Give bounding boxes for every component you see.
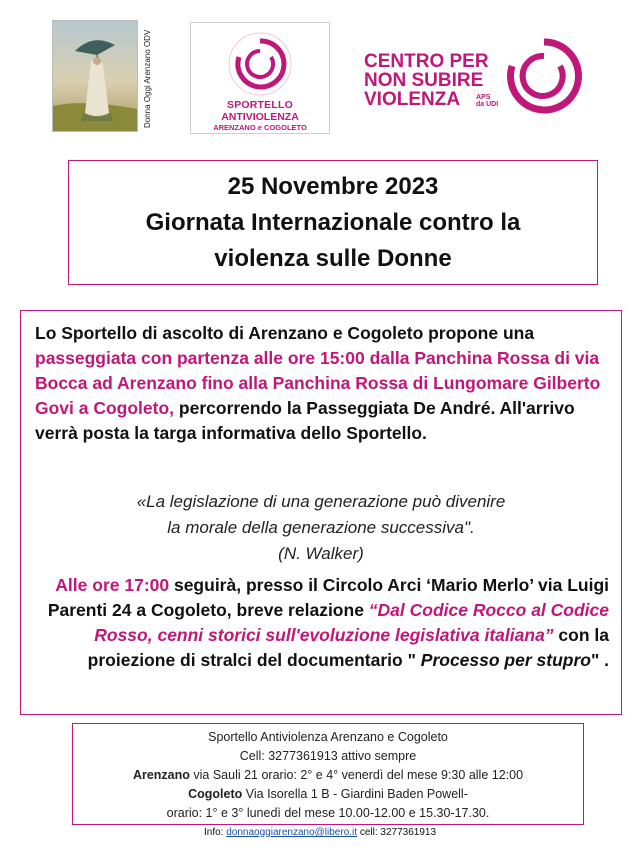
sportello-logo-line1: SPORTELLO [227,99,293,111]
contact-title: Sportello Antiviolenza Arenzano e Cogoleto [208,730,448,744]
contact-phone: Cell: 3277361913 attivo sempre [239,749,417,763]
cogoleto-text: Via Isorella 1 B - Giardini Baden Powell- [242,787,468,801]
cogoleto-address [73,785,583,804]
udi-label: da UDI [476,101,499,108]
sportello-logo-ring-icon [225,29,295,99]
cogoleto-label: Cogoleto [188,787,243,801]
quote-line2: la morale della generazione successiva". [167,518,475,537]
talk-title: “Dal Codice Rocco al Codice Rosso, cenni storici sull'evoluzione legislativa italiana” [94,600,609,645]
centro-logo-line2: NON SUBIRE [364,70,484,91]
contact-box [72,723,584,825]
quote-author: (N. Walker) [278,544,364,563]
event-text-3: " . [590,650,609,670]
email-link[interactable]: donnaoggiarenzano@libero.it [226,827,358,838]
quote-line1: «La legislazione di una generazione può divenire [136,492,506,511]
footer-cell: cell: 3277361913 [357,827,437,838]
documentary-title: Processo per stupro [420,650,591,670]
event-time: Alle ore 17:00 [55,575,170,595]
centro-logo-ring-icon [504,36,584,116]
centro-logo [364,44,584,114]
sportello-logo-line2: ANTIVIOLENZA [221,111,299,123]
title-line2: Giornata Internazionale contro la [145,209,521,236]
intro-paragraph [35,321,615,446]
event-text-2: con la proiezione di stralci del documentario " [87,625,609,670]
title-date: 25 Novembre 2023 [227,173,439,200]
org-vertical-label [143,24,157,134]
event-paragraph [21,573,609,673]
arenzano-text: via Sauli 21 orario: 2° e 4° venerdì del mese 9:30 alle 12:00 [189,768,524,782]
centro-logo-text [364,52,489,109]
aps-label: APS [476,94,491,101]
main-content-box [20,310,622,715]
info-label: Info: [203,827,227,838]
event-text-1: seguirà, presso il Circolo Arci ‘Mario Merlo’ via Luigi Parenti 24 a Cogoleto, breve relazione [47,575,609,620]
arenzano-hours [73,766,583,785]
title-box [68,160,598,285]
quote-block [21,489,621,567]
centro-logo-line3: VIOLENZA [364,89,461,110]
title-line3: violenza sulle Donne [214,245,452,272]
painting-image [52,20,138,132]
centro-logo-line1: CENTRO PER [364,51,489,72]
sportello-logo [190,22,330,134]
intro-text-2: percorrendo la Passeggiata De André. All'arrivo verrà posta la targa informativa dello Sportello. [35,398,575,443]
org-name-vertical: Donna Oggi Arenzano ODV [143,29,152,128]
walk-highlight: passeggiata con partenza alle ore 15:00 dalla Panchina Rossa di via Bocca ad Arenzano fino alla Panchina Rossa di Lungomare Gilberto Govi a Cogoleto, [35,348,601,418]
sportello-logo-line3: ARENZANO e COGOLETO [213,123,307,132]
footer-info [0,827,640,838]
arenzano-label: Arenzano [132,768,190,782]
cogoleto-hours: orario: 1° e 3° lunedì del mese 10.00-12.00 e 15.30-17.30. [166,806,490,820]
centro-logo-aps [476,94,498,108]
intro-text-1: Lo Sportello di ascolto di Arenzano e Cogoleto propone una [35,323,535,343]
